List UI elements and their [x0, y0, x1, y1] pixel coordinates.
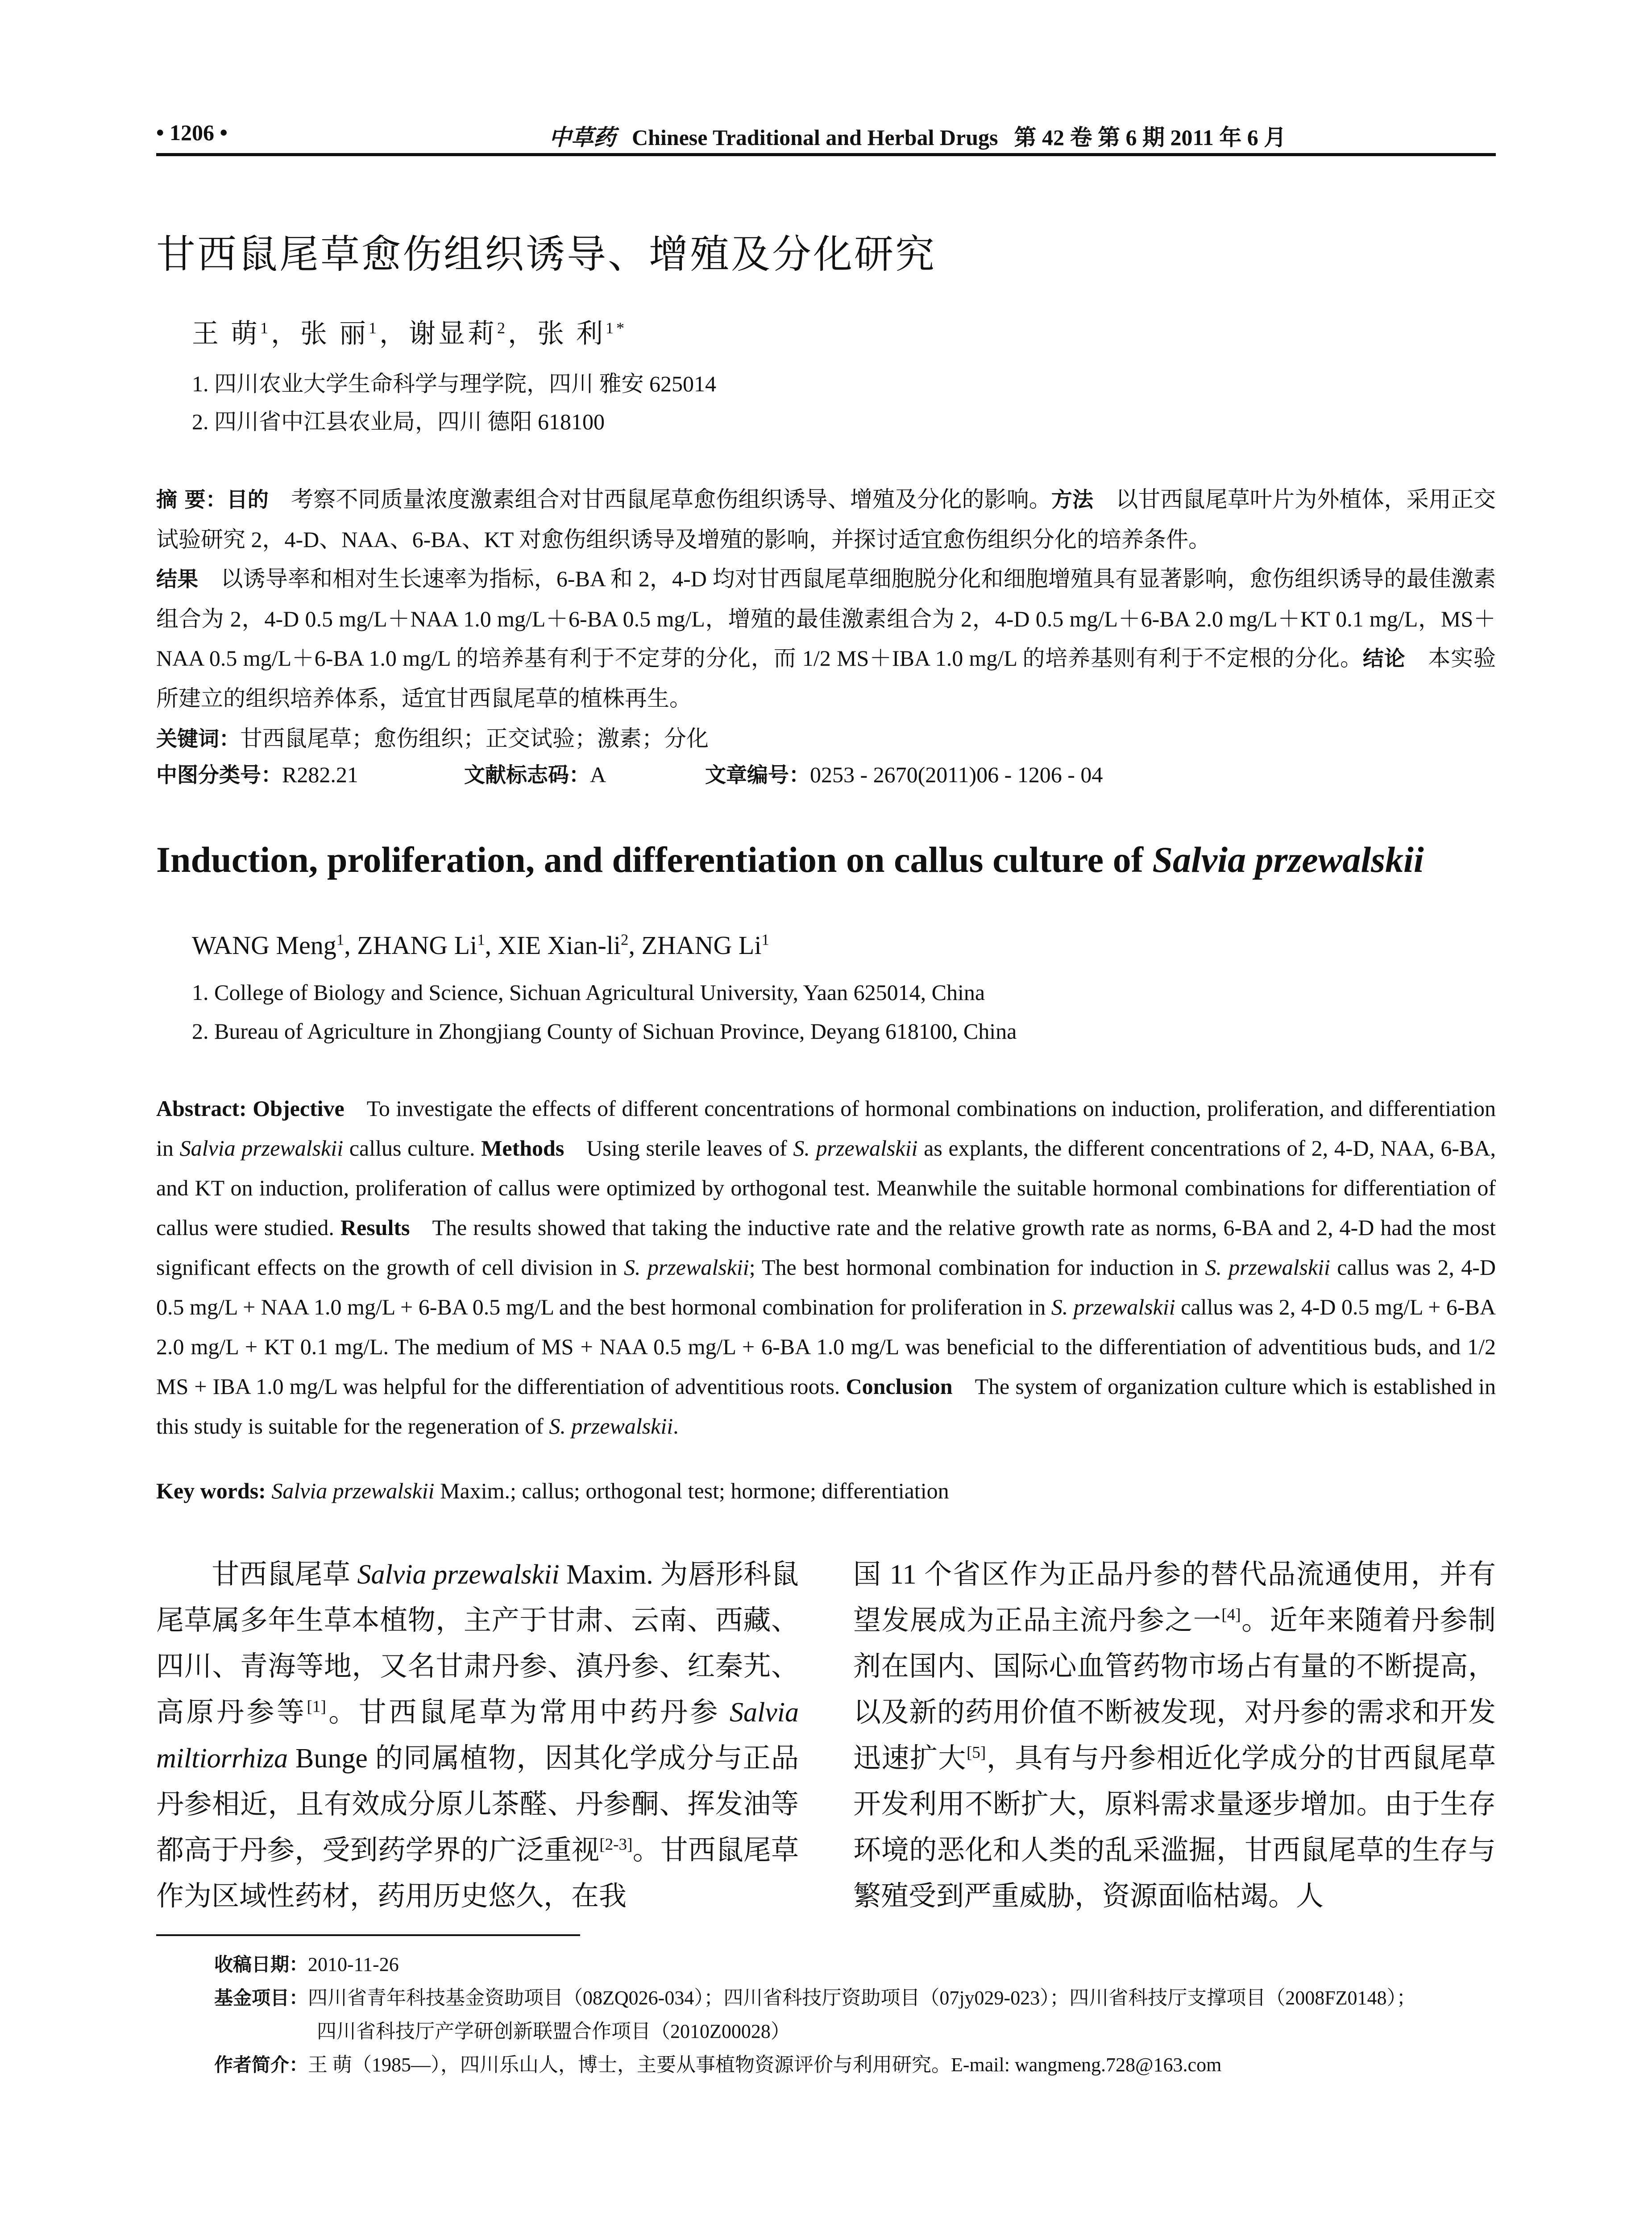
footnote-author	[214, 2048, 1496, 2082]
author-cn: 王 萌	[192, 319, 260, 348]
author-en: ZHANG Li	[641, 931, 762, 960]
doc-code: A	[590, 762, 606, 787]
body-text: ，具有与丹参相近化学成分的甘西鼠尾草开发利用不断扩大，原料需求量逐步增加。由于生存环境的恶化和人类的乱采滥掘，甘西鼠尾草的生存与繁殖受到严重威胁，资源面临枯竭。人	[853, 1743, 1496, 1912]
author-sup: 1	[761, 931, 769, 949]
species-name: Salvia przewalskii	[357, 1559, 560, 1590]
abstract-en	[156, 1089, 1496, 1446]
article-no: 0253 - 2670(2011)06 - 1206 - 04	[810, 762, 1103, 787]
species-name: Salvia miltiorrhiza	[156, 1697, 799, 1774]
species-abbr: S. przewalskii	[1051, 1294, 1175, 1319]
author-en: ZHANG Li	[357, 931, 477, 960]
objective-cn: 考察不同质量浓度激素组合对甘西鼠尾草愈伤组织诱导、增殖及分化的影响。	[291, 487, 1051, 512]
author-bio-label: 作者简介：	[214, 2054, 308, 2076]
conclusion-en: The system of organization culture which is established in this study is suitable for the regeneration of	[156, 1374, 1496, 1439]
conclusion-cn: 本实验所建立的组织培养体系，适宜甘西鼠尾草的植株再生。	[156, 646, 1496, 711]
issue-info: 第 42 卷 第 6 期 2011 年 6 月	[1014, 125, 1287, 150]
author-bio: 王 萌（1985—），四川乐山人，博士，主要从事植物资源评价与利用研究。E-mail: wangmeng.728@163.com	[308, 2054, 1222, 2076]
author-en: WANG Meng	[192, 931, 336, 960]
title-en	[156, 839, 1424, 881]
species-abbr: S. przewalskii	[624, 1255, 749, 1280]
abstract-label-cn: 摘 要：	[156, 488, 227, 512]
keywords-species: Salvia przewalskii	[271, 1478, 435, 1503]
conclusion-label-cn: 结论	[1362, 647, 1406, 671]
citation: [1]	[307, 1697, 326, 1716]
clc-label: 中图分类号：	[156, 763, 282, 788]
author-en: XIE Xian-li	[498, 931, 621, 960]
title-cn: 甘西鼠尾草愈伤组织诱导、增殖及分化研究	[156, 231, 937, 277]
methods-en: Using sterile leaves of	[586, 1136, 793, 1161]
clc-code: R282.21	[282, 762, 358, 787]
author-sup: 1	[477, 931, 485, 949]
title-en-text: Induction, proliferation, and differentiation on callus culture of	[156, 839, 1153, 880]
footnote-received	[214, 1948, 1496, 1981]
body-column-left	[156, 1552, 799, 1920]
results-label-cn: 结果	[156, 567, 199, 592]
citation: [5]	[966, 1743, 986, 1762]
footnotes	[214, 1948, 1496, 2082]
affiliation-en-2: 2. Bureau of Agriculture in Zhongjiang County of Sichuan Province, Deyang 618100, China	[192, 1019, 1017, 1044]
received-label: 收稿日期：	[214, 1953, 308, 1975]
species-abbr: S. przewalskii	[549, 1414, 673, 1439]
title-en-species: Salvia przewalskii	[1152, 839, 1424, 880]
body-text: 。甘西鼠尾草作为区域性药材，药用历史悠久，在我	[156, 1835, 799, 1912]
objective-en: To investigate the effects of different concentrations of hormonal combinations on induction, proliferation, and differentiation in	[156, 1096, 1496, 1161]
abstract-cn	[156, 480, 1496, 718]
results-en: The results showed that taking the inductive rate and the relative growth rate as norms, 6-BA and 2, 4-D had the most significant effects on the growth of cell division in	[156, 1215, 1496, 1280]
keywords-en	[156, 1478, 949, 1504]
keywords-text-cn: 甘西鼠尾草；愈伤组织；正交试验；激素；分化	[240, 726, 709, 751]
results-en: callus was 2, 4-D 0.5 mg/L + NAA 1.0 mg/L + 6-BA 0.5 mg/L and the best hormonal combination for proliferation in	[156, 1255, 1496, 1319]
fund-text: 四川省青年科技基金资助项目（08ZQ026-034）；四川省科技厅资助项目（07jy029-023）；四川省科技厅支撑项目（2008FZ0148）；	[308, 1987, 1416, 2009]
body-text: Maxim. 为唇形科鼠尾草属多年生草本植物，主产于甘肃、云南、西藏、四川、青海等地，又名甘肃丹参、滇丹参、红秦艽、高原丹参等	[156, 1559, 799, 1728]
author-sup: 1	[336, 931, 345, 949]
results-en: ; The best hormonal combination for induction in	[749, 1255, 1205, 1280]
received-date: 2010-11-26	[308, 1953, 399, 1975]
authors-en: WANG Meng$^1$, ZHANG Li$^1$, XIE Xian-$li^2$, ZHANG Li$^1$	[192, 931, 769, 960]
results-cn: 以诱导率和相对生长速率为指标，6-BA 和 2，4-D 均对甘西鼠尾草细胞脱分化和细胞增殖具有显著影响，愈伤组织诱导的最佳激素组合为 2，4-D 0.5 mg/L＋NAA 1.0 mg/L＋6-BA 0.5 mg/L，增殖的最佳激素组合为 2，4-D 0.5 mg/L＋6-BA 2.0 mg/L＋KT 0.1 mg/L，MS＋NAA 0.5 mg/L＋6-BA 1.0 mg/L 的培养基有利于不定芽的分化，而 1/2 MS＋IBA 1.0 mg/L 的培养基则有利于不定根的分化。	[156, 566, 1496, 671]
journal-info	[549, 120, 1286, 152]
author-sup: 1	[369, 319, 379, 337]
author-sup: 2	[621, 931, 629, 949]
objective-en-end: callus culture.	[343, 1136, 475, 1161]
journal-name-en: Chinese Traditional and Herbal Drugs	[632, 125, 998, 150]
objective-label-cn: 目的	[226, 488, 269, 512]
article-no-label: 文章编号：	[705, 763, 810, 788]
body-text: 。近年来随着丹参制剂在国内、国际心血管药物市场占有量的不断提高，以及新的药用价值不断被发现，对丹参的需求和开发迅速扩大	[853, 1605, 1496, 1774]
page-number: • 1206 •	[156, 120, 228, 145]
species-abbr: S. przewalskii	[1205, 1255, 1330, 1280]
header-rule	[156, 153, 1496, 156]
methods-en-end: as explants, the different concentrations of 2, 4-D, NAA, 6-BA, and KT on induction, proliferation of callus were optimized by orthogonal test. Meanwhile the suitable hormonal combinations for differentiation of callus were studied.	[156, 1136, 1496, 1240]
methods-label-en: Methods	[481, 1136, 565, 1161]
author-sup: 2	[497, 319, 508, 337]
affiliation-cn-1: 1. 四川农业大学生命科学与理学院，四川 雅安 625014	[192, 371, 716, 396]
journal-name-cn: 中草药	[549, 125, 616, 150]
footnote-fund-cont	[214, 2015, 1496, 2048]
running-header	[156, 120, 1496, 155]
results-en: callus was 2, 4-D 0.5 mg/L + 6-BA 2.0 mg/L + KT 0.1 mg/L. The medium of MS + NAA 0.5 mg/L + 6-BA 1.0 mg/L was beneficial to the differentiation of adventitious buds, and 1/2 MS + IBA 1.0 mg/L was helpful for the differentiation of adventitious roots.	[156, 1294, 1496, 1399]
conclusion-label-en: Conclusion	[846, 1374, 953, 1399]
body-text: 甘西鼠尾草	[212, 1559, 357, 1590]
citation: [2-3]	[599, 1835, 633, 1854]
authors-cn: 王 萌$^1$，张 丽$^1$，谢显莉$^2$，张 利$^{1*}$	[192, 319, 627, 348]
classification-line	[156, 759, 1496, 788]
body-column-right	[853, 1552, 1496, 1920]
keywords-text-en: Maxim.; callus; orthogonal test; hormone; differentiation	[434, 1478, 949, 1503]
methods-cn: 以甘西鼠尾草叶片为外植体，采用正交试验研究 2，4-D、NAA、6-BA、KT 对愈伤组织诱导及增殖的影响，并探讨适宜愈伤组织分化的培养条件。	[156, 487, 1496, 552]
keywords-cn	[156, 721, 709, 753]
body-text: 。甘西鼠尾草为常用中药丹参	[326, 1697, 730, 1728]
author-cn: 谢显莉	[409, 319, 497, 348]
methods-label-cn: 方法	[1051, 488, 1094, 512]
species-name: Salvia przewalskii	[179, 1136, 344, 1161]
citation: [4]	[1221, 1605, 1241, 1624]
fund-text: 四川省科技厅产学研创新联盟合作项目（2010Z00028）	[317, 2020, 790, 2042]
affiliation-cn-2: 2. 四川省中江县农业局，四川 德阳 618100	[192, 409, 605, 434]
body-text: 国 11 个省区作为正品丹参的替代品流通使用，并有望发展成为正品主流丹参之一	[853, 1559, 1496, 1636]
author-cn: 张 丽	[300, 319, 369, 348]
abstract-label-en: Abstract: Objective	[156, 1096, 345, 1121]
affiliation-en-1: 1. College of Biology and Science, Sichuan Agricultural University, Yaan 625014, China	[192, 980, 985, 1005]
species-abbr: S. przewalskii	[793, 1136, 918, 1161]
keywords-label-en: Key words:	[156, 1478, 266, 1503]
author-sup: 1*	[606, 319, 627, 337]
doc-code-label: 文献标志码：	[464, 763, 590, 788]
results-label-en: Results	[340, 1215, 410, 1240]
footnote-fund	[214, 1981, 1496, 2015]
author-cn: 张 利	[537, 319, 606, 348]
footnote-rule	[156, 1934, 580, 1936]
author-sup: 1	[260, 319, 271, 337]
fund-label: 基金项目：	[214, 1987, 308, 2009]
body-text: Bunge 的同属植物，因其化学成分与正品丹参相近，且有效成分原儿茶醛、丹参酮、挥发油等都高于丹参，受到药学界的广泛重视	[156, 1743, 799, 1866]
conclusion-en-end: .	[673, 1414, 679, 1439]
keywords-label-cn: 关键词：	[156, 727, 240, 751]
